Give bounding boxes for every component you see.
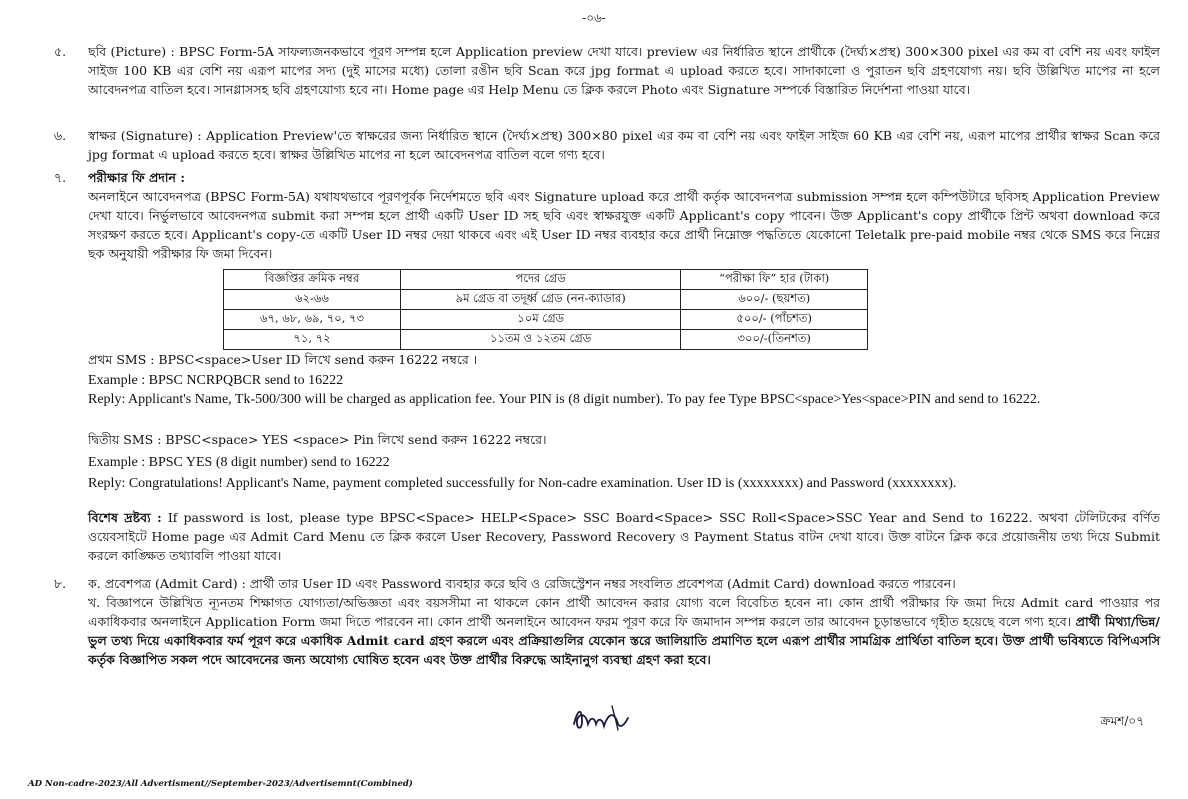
fee-table xyxy=(223,269,868,350)
item-number: ৮. xyxy=(54,576,67,591)
item-number: ৫. xyxy=(54,44,67,59)
sms-first: প্রথম SMS : BPSC<space>User ID লিখে send করুন 16222 নম্বরে । xyxy=(88,352,478,367)
special-note xyxy=(88,508,1160,565)
item-signature xyxy=(56,126,1160,164)
table-row xyxy=(224,290,868,310)
table-cell: ৬৭, ৬৮, ৬৯, ৭০, ৭৩ xyxy=(224,310,401,330)
sms-example-2: Example : BPSC YES (8 digit number) send to 16222 xyxy=(88,455,390,470)
table-cell: ৩০০/-(তিনশত) xyxy=(681,330,868,350)
item-text: অনলাইনে আবেদনপত্র (BPSC Form-5A) যথাযথভাবে পূরণপূর্বক নির্দেশমতে ছবি এবং Signature upload করে প্রার্থী কর্তৃক আবেদনপত্র submission সম্পন্ন হলে কম্পিউটারে ছবিসহ Application Preview দেখা যাবে। নির্ভুলভাবে আবেদনপত্র submit করা সম্পন্ন হলে প্রার্থী একটি User ID সহ ছবি এবং স্বাক্ষরযুক্ত একটি Applicant's copy পাবেন। উক্ত Applicant's copy প্রার্থীকে প্রিন্ট অথবা download করে সংরক্ষণ করতে হবে। Applicant's copy-তে একটি User ID নম্বর দেয়া থাকবে এবং এই User ID নম্বর ব্যবহার করে প্রার্থী নিম্নোক্ত পদ্ধতিতে যেকোনো Teletalk pre-paid mobile নম্বর থেকে SMS করে নিম্নের ছক অনুযায়ী পরীক্ষার ফি জমা দিবেন। xyxy=(88,189,1160,261)
continued-label: ক্রমশ/০৭ xyxy=(1100,714,1144,728)
column-header: পদের গ্রেড xyxy=(400,270,680,290)
item-text-a: ক. প্রবেশপত্র (Admit Card) : প্রার্থী তার User ID এবং Password ব্যবহার করে ছবি ও রেজিস্ট্রেশন নম্বর সংবলিত প্রবেশপত্র (Admit Card) download করতে পারবেন। xyxy=(88,576,956,591)
table-cell: ৬২-৬৬ xyxy=(224,290,401,310)
table-cell: ৬০০/- (ছয়শত) xyxy=(681,290,868,310)
sms-second: দ্বিতীয় SMS : BPSC<space> YES <space> Pin লিখে send করুন 16222 নম্বরে। xyxy=(88,432,547,447)
table-cell: ৯ম গ্রেড বা তদূর্ধ্ব গ্রেড (নন-ক্যাডার) xyxy=(400,290,680,310)
table-cell: ১১তম ও ১২তম গ্রেড xyxy=(400,330,680,350)
table-cell: ১০ম গ্রেড xyxy=(400,310,680,330)
note-text: If password is lost, please type BPSC<Space> HELP<Space> SSC Board<Space> SSC Roll<Space>SSC Year and Send to 16222. অথবা টেলিটকের বর্ণিত ওয়েবসাইটে Home page এর Admit Card Menu তে ক্লিক করলে User Recovery, Password Recovery ও Payment Status বাটন দেখা যাবে। উক্ত বাটনে ক্লিক করে প্রয়োজনীয় তথ্য দিয়ে Submit করলে কাঙ্ক্ষিত তথ্যাবলি পাওয়া যাবে। xyxy=(88,510,1160,563)
item-text-b xyxy=(88,593,1160,669)
item-text-b-bold: প্রার্থী মিথ্যা/ভিন্ন/ভুল তথ্য দিয়ে একাধিকবার ফর্ম পূরণ করে একাধিক Admit card গ্রহণ করলে এবং প্রক্রিয়াগুলির যেকোন স্তরে জালিয়াতি প্রমাণিত হলে এরূপ প্রার্থীর সামগ্রিক প্রার্থিতা বাতিল হবে। উক্ত প্রার্থী ভবিষ্যতে বিপিএসসি কর্তৃক বিজ্ঞাপিত সকল পদে আবেদনের জন্য অযোগ্য ঘোষিত হবেন এবং উক্ত প্রার্থীর বিরুদ্ধে আইনানুগ ব্যবস্থা গ্রহণ করা হবে। xyxy=(88,614,1161,667)
column-header: বিজ্ঞপ্তির ক্রমিক নম্বর xyxy=(224,270,401,290)
sms-reply-2: Reply: Congratulations! Applicant's Name, payment completed successfully for Non-cadre examination. User ID is (xxxxxxxx) and Password (xxxxxxxx). xyxy=(88,476,957,491)
item-text: ছবি (Picture) : BPSC Form-5A সাফল্যজনকভাবে পূরণ সম্পন্ন হলে Application preview দেখা যাবে। preview এর নির্ধারিত স্থানে প্রার্থীকে (দৈর্ঘ্য×প্রস্থ) 300×300 pixel এর কম বা বেশি নয় এবং ফাইল সাইজ 100 KB এর বেশি নয় এরূপ মাপের সদ্য (দুই মাসের মধ্যে) তোলা রঙীন ছবি Scan করে jpg format এ upload করতে হবে। সাদাকালো ও পুরাতন ছবি গ্রহণযোগ্য নয়। ছবি উল্লিখিত মাপের না হলে আবেদনপত্র বাতিল হবে। সানগ্লাসসহ ছবি গ্রহণযোগ্য হবে না। Home page এর Help Menu তে ক্লিক করলে Photo এবং Signature সম্পর্কে বিস্তারিত নির্দেশনা পাওয়া যাবে। xyxy=(88,44,1160,97)
item-text-b-normal: খ. বিজ্ঞাপনে উল্লিখিত ন্যূনতম শিক্ষাগত যোগ্যতা/অভিজ্ঞতা এবং বয়সসীমা না থাকলে কোন প্রার্থী আবেদন করার যোগ্য বলে বিবেচিত হবেন না। কোন প্রার্থী পরীক্ষার ফি জমা দিয়ে Admit card পাওয়ার পর একাধিকবার অনলাইনে Application Form জমা দিতে পারবেন না। কোন প্রার্থী অনলাইনে আবেদন ফরম পূরণ করে ফি জমাদান সম্পন্ন করলে তার আবেদন চূড়ান্তভাবে গৃহীত হয়েছে বলে গণ্য হবে। xyxy=(88,595,1160,629)
table-cell: ৭১, ৭২ xyxy=(224,330,401,350)
page-number: -০৬- xyxy=(582,11,606,25)
table-row xyxy=(224,330,868,350)
table-header-row xyxy=(224,270,868,290)
item-admit-card xyxy=(56,574,1160,669)
item-number: ৬. xyxy=(54,128,67,143)
item-fee-payment xyxy=(56,168,1160,263)
footer-path: AD Non-cadre-2023/All Advertisment//September-2023/Advertisemnt(Combined) xyxy=(28,779,413,789)
item-text: স্বাক্ষর (Signature) : Application Preview'তে স্বাক্ষরের জন্য নির্ধারিত স্থানে (দৈর্ঘ্য×প্রস্থ) 300×80 pixel এর কম বা বেশি নয় এবং ফাইল সাইজ 60 KB এর বেশি নয়, এরূপ মাপের প্রার্থীর স্বাক্ষর Scan করে jpg format এ upload করতে হবে। স্বাক্ষর উল্লিখিত মাপের না হলে আবেদনপত্র বাতিল বলে গণ্য হবে। xyxy=(88,128,1160,162)
note-title: বিশেষ দ্রষ্টব্য : xyxy=(88,510,162,525)
table-cell: ৫০০/- (পাঁচশত) xyxy=(681,310,868,330)
item-heading: পরীক্ষার ফি প্রদান : xyxy=(88,170,185,185)
handwritten-signature xyxy=(568,700,636,734)
sms-example-1: Example : BPSC NCRPQBCR send to 16222 xyxy=(88,373,344,388)
item-number: ৭. xyxy=(54,170,67,185)
item-picture xyxy=(56,42,1160,99)
table-row xyxy=(224,310,868,330)
column-header: “পরীক্ষা ফি” হার (টাকা) xyxy=(681,270,868,290)
sms-reply-1: Reply: Applicant's Name, Tk-500/300 will be charged as application fee. Your PIN is (8 digit number). To pay fee Type BPSC<space>Yes<space>PIN and send to 16222. xyxy=(88,392,1041,407)
